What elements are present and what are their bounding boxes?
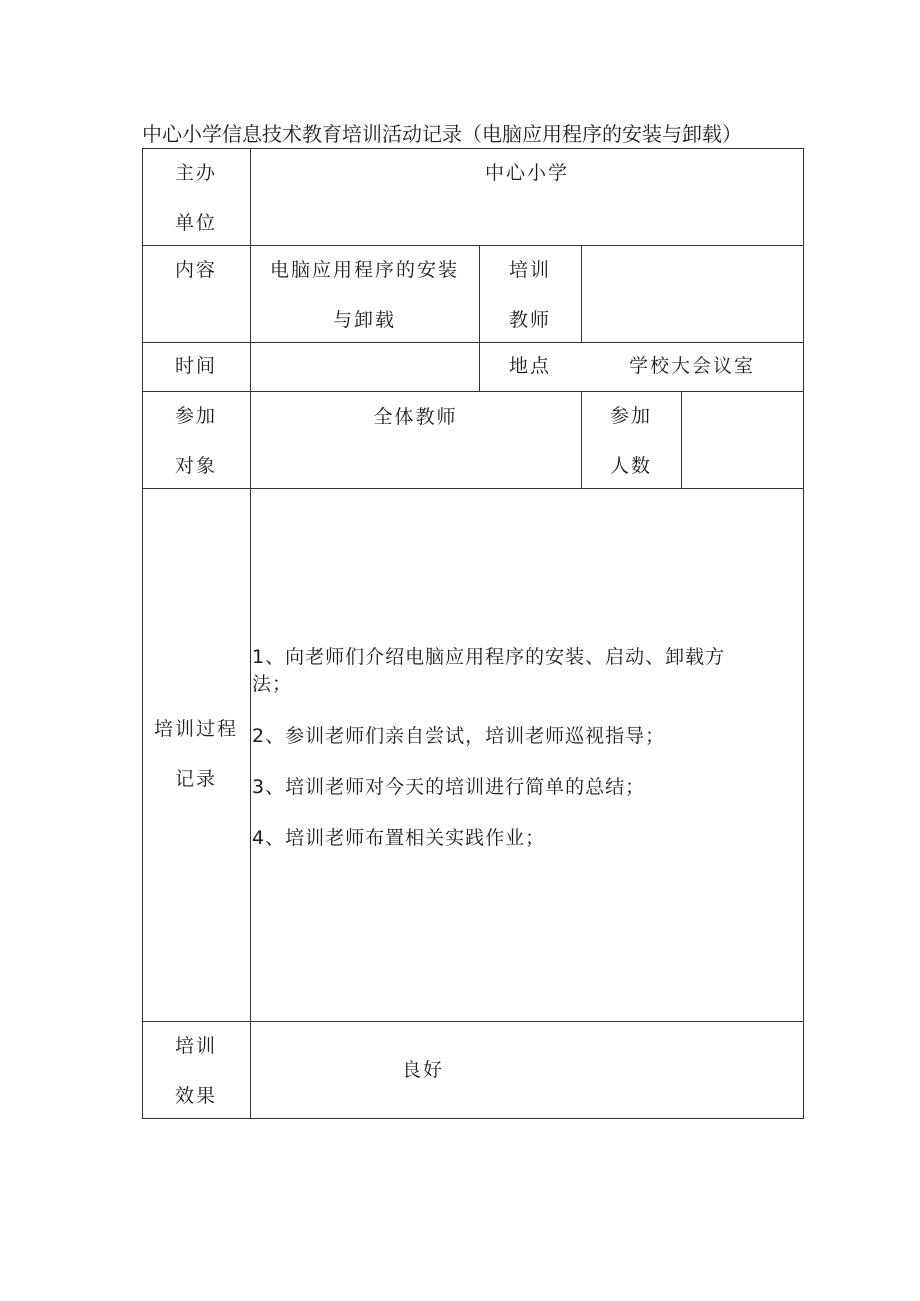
count-label	[581, 391, 681, 488]
trainer-label-line-2: 教师	[508, 309, 551, 331]
participants-label	[142, 391, 250, 488]
count-label-line-1: 参加	[609, 405, 652, 427]
participants-label-line-2: 对象	[174, 455, 217, 477]
effect-label-line-2: 效果	[174, 1085, 217, 1107]
border-left	[142, 148, 143, 1119]
trainer-label	[479, 245, 581, 342]
organizer-label	[142, 148, 250, 245]
organizer-label-line-2: 单位	[174, 212, 217, 234]
process-item: 4、培训老师布置相关实践作业；	[252, 827, 546, 849]
location-value: 学校大会议室	[628, 355, 755, 377]
effect-label	[142, 1021, 250, 1118]
content-value-line-1: 电脑应用程序的安装	[269, 259, 459, 281]
process-item: 2、参训老师们亲自尝试，培训老师巡视指导；	[252, 725, 666, 747]
process-item: 1、向老师们介绍电脑应用程序的安装、启动、卸载方	[252, 646, 726, 668]
process-label-line-1: 培训过程	[153, 718, 238, 740]
content-value-line-2: 与卸载	[332, 309, 396, 331]
participants-label-line-1: 参加	[174, 405, 217, 427]
content-value	[250, 245, 479, 342]
process-item: 3、培训老师对今天的培训进行简单的总结；	[252, 776, 646, 798]
effect-value: 良好	[402, 1059, 445, 1081]
location-label: 地点	[508, 355, 551, 377]
organizer-value: 中心小学	[484, 162, 569, 184]
participants-value: 全体教师	[373, 406, 458, 428]
process-label-line-2: 记录	[174, 768, 217, 790]
content-label: 内容	[174, 259, 217, 281]
time-value[interactable]	[250, 342, 479, 391]
trainer-label-line-1: 培训	[508, 259, 551, 281]
count-value[interactable]	[681, 391, 803, 488]
count-label-line-2: 人数	[609, 455, 652, 477]
training-record-form	[142, 148, 804, 1119]
trainer-value[interactable]	[581, 245, 803, 342]
process-record-list	[252, 644, 802, 852]
time-label: 时间	[174, 355, 217, 377]
organizer-label-line-1: 主办	[174, 162, 217, 184]
effect-label-line-1: 培训	[174, 1035, 217, 1057]
border-right	[803, 148, 804, 1119]
document-title: 中心小学信息技术教育培训活动记录（电脑应用程序的安装与卸载）	[142, 122, 742, 146]
process-item: 法；	[252, 673, 293, 695]
process-label	[142, 704, 250, 804]
